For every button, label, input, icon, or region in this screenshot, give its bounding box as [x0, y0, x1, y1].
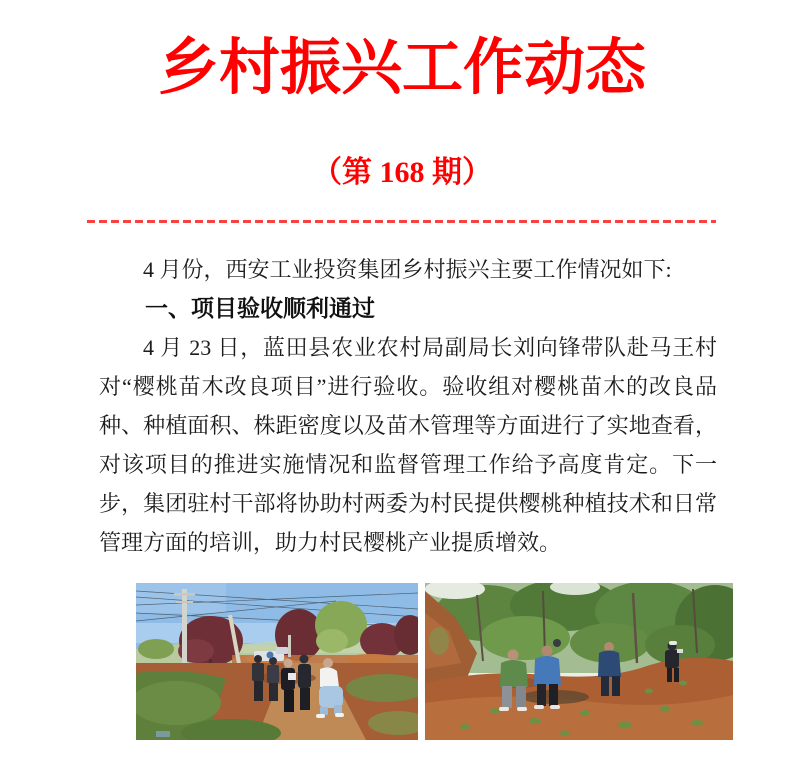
intro-paragraph: 4 月份，西安工业投资集团乡村振兴主要工作情况如下:: [143, 257, 672, 282]
document-title: 乡村振兴工作动态: [157, 35, 646, 102]
article-body: [99, 250, 717, 562]
field-inspection-photo-right: [425, 583, 733, 740]
section-paragraph: 4 月 23 日，蓝田县农业农村局副局长刘向锋带队赴马王村对“樱桃苗木改良项目”进行验收。验收组对樱桃苗木的改良品种、种植面积、株距密度以及苗木管理等方面进行了实地查看，对该项目的推进实施情况和监督管理工作给予高度肯定。下一步，集团驻村干部将协助村两委为村民提供樱桃种植技术和日常管理方面的培训，助力村民樱桃产业提质增效。: [99, 335, 717, 555]
issue-number: （第 168 期）: [312, 156, 492, 189]
photo-row: [136, 583, 733, 740]
red-dashed-divider: [87, 220, 716, 223]
field-inspection-photo-left: [136, 583, 418, 740]
section-heading: 一、项目验收顺利通过: [145, 295, 375, 321]
